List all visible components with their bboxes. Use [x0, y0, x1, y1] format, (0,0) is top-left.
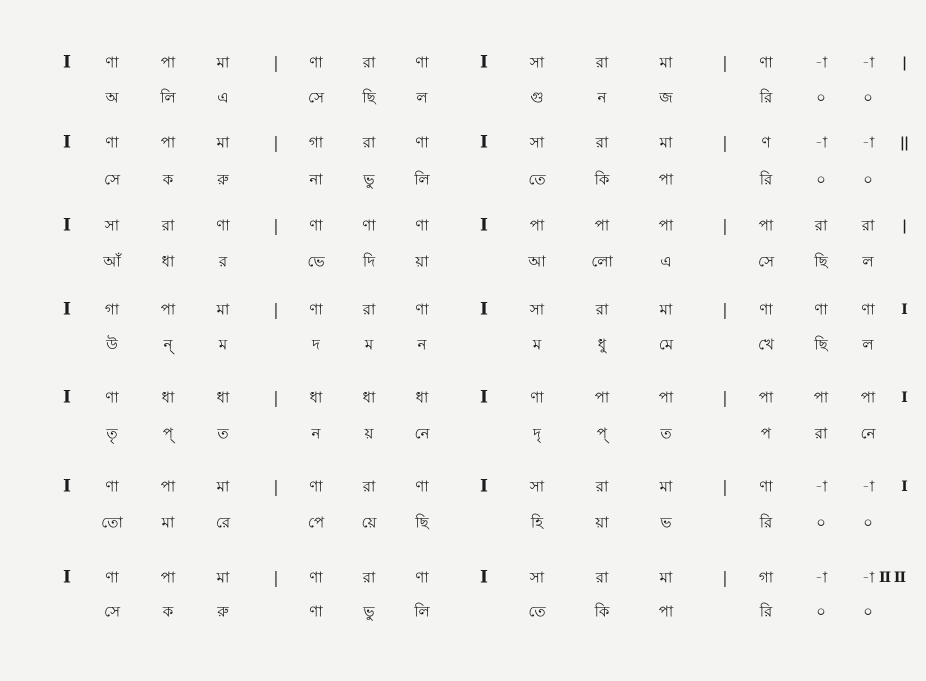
lyric-syllable: ল	[416, 88, 428, 107]
swara-note: ণা	[309, 216, 323, 235]
lyric-syllable: তো	[101, 513, 123, 532]
lyric-syllable: তে	[528, 602, 546, 621]
lyric-syllable: উ	[106, 335, 118, 354]
bar-line: I	[63, 299, 71, 320]
lyric-syllable: ল	[862, 335, 874, 354]
lyric-syllable: তৃ	[106, 424, 118, 443]
swara-note: -া	[861, 133, 875, 152]
lyric-syllable: ম	[218, 335, 228, 354]
swara-note: ণা	[309, 568, 323, 587]
swara-note: ণা	[861, 300, 875, 319]
lyric-syllable: ০	[863, 88, 873, 107]
swara-note: -া	[861, 568, 875, 587]
bar-line: I	[63, 387, 71, 408]
swara-note: ণা	[814, 300, 828, 319]
swara-note: রা	[161, 216, 175, 235]
swara-note: পা	[860, 388, 876, 407]
swara-note: পা	[658, 388, 674, 407]
swara-note: ণা	[105, 477, 119, 496]
swara-note: পা	[758, 216, 774, 235]
swara-note: -া	[814, 133, 828, 152]
swara-note: রা	[362, 53, 376, 72]
swara-note: রা	[362, 133, 376, 152]
lyric-syllable: খে	[758, 335, 774, 354]
bar-line: I	[901, 302, 907, 318]
swara-note: ণা	[415, 568, 429, 587]
lyric-syllable: রি	[759, 602, 773, 621]
swara-note: পা	[813, 388, 829, 407]
bar-line: |	[722, 388, 728, 407]
lyric-syllable: রু	[217, 170, 229, 189]
swara-note: সা	[529, 568, 545, 587]
lyric-syllable: ছি	[362, 88, 376, 107]
lyric-syllable: হি	[530, 513, 544, 532]
swara-note: মা	[216, 477, 230, 496]
swara-note: ণা	[759, 300, 773, 319]
lyric-syllable: নে	[414, 424, 430, 443]
bar-line: |	[273, 388, 279, 407]
lyric-syllable: লি	[414, 170, 430, 189]
swara-note: রা	[595, 477, 609, 496]
lyric-syllable: ধা	[161, 252, 175, 271]
swara-note: রা	[595, 568, 609, 587]
swara-note: সা	[529, 477, 545, 496]
lyric-syllable: ম	[532, 335, 542, 354]
bar-line: |	[722, 133, 728, 152]
lyric-syllable: মে	[658, 335, 674, 354]
swara-note: ণা	[362, 216, 376, 235]
swara-note: ণা	[105, 133, 119, 152]
lyric-syllable: নে	[860, 424, 876, 443]
swara-note: পা	[160, 300, 176, 319]
lyric-syllable: সে	[104, 602, 120, 621]
lyric-syllable: ক	[162, 170, 174, 189]
swara-note: পা	[160, 477, 176, 496]
swara-note: ধা	[161, 388, 175, 407]
swara-note: মা	[659, 568, 673, 587]
swara-note: ণা	[415, 300, 429, 319]
swara-note: পা	[594, 388, 610, 407]
lyric-syllable: দৃ	[533, 424, 541, 443]
lyric-syllable: দ	[312, 335, 320, 354]
lyric-syllable: রি	[759, 170, 773, 189]
lyric-syllable: ০	[816, 170, 826, 189]
lyric-syllable: রি	[759, 88, 773, 107]
lyric-syllable: ছি	[814, 335, 828, 354]
lyric-syllable: ন্	[163, 335, 173, 354]
lyric-syllable: ত	[217, 424, 229, 443]
lyric-syllable: ছি	[415, 513, 429, 532]
swara-note: ণা	[759, 53, 773, 72]
lyric-syllable: ক	[162, 602, 174, 621]
lyric-syllable: ০	[816, 513, 826, 532]
swara-note: মা	[659, 53, 673, 72]
lyric-syllable: রি	[759, 513, 773, 532]
bar-line: |	[901, 55, 907, 71]
swara-note: ধা	[216, 388, 230, 407]
bar-line: I	[63, 132, 71, 153]
lyric-syllable: লি	[160, 88, 176, 107]
swara-note: পা	[594, 216, 610, 235]
swara-note: -া	[814, 568, 828, 587]
swara-note: মা	[216, 133, 230, 152]
bar-line: I	[901, 390, 907, 406]
lyric-syllable: ন	[597, 88, 607, 107]
bar-line: |	[273, 477, 279, 496]
swara-note: -া	[814, 53, 828, 72]
lyric-syllable: পে	[307, 513, 325, 532]
bar-line: |	[722, 53, 728, 72]
swara-note: ধা	[309, 388, 323, 407]
lyric-syllable: ০	[816, 88, 826, 107]
lyric-syllable: ভে	[307, 252, 325, 271]
bar-line: I	[63, 567, 71, 588]
bar-line: I	[480, 299, 488, 320]
lyric-syllable: ত	[660, 424, 672, 443]
bar-line: I	[480, 215, 488, 236]
bar-line: |	[273, 300, 279, 319]
swara-note: রা	[861, 216, 875, 235]
lyric-syllable: য়	[364, 424, 374, 443]
lyric-syllable: রু	[217, 602, 229, 621]
lyric-syllable: পা	[658, 170, 674, 189]
bar-line: |	[722, 568, 728, 587]
swara-note: রা	[814, 216, 828, 235]
swara-note: রা	[362, 300, 376, 319]
lyric-syllable: কি	[594, 602, 610, 621]
lyric-syllable: ০	[863, 170, 873, 189]
swara-note: ণা	[309, 477, 323, 496]
lyric-syllable: ০	[863, 513, 873, 532]
swara-note: ণা	[216, 216, 230, 235]
lyric-syllable: ন	[417, 335, 427, 354]
swara-note: ণা	[415, 216, 429, 235]
lyric-syllable: রা	[814, 424, 828, 443]
bar-line: ||	[899, 135, 909, 151]
swara-note: সা	[529, 300, 545, 319]
swara-note: মা	[216, 568, 230, 587]
swara-note: রা	[595, 53, 609, 72]
lyric-syllable: য়া	[415, 252, 429, 271]
lyric-syllable: রে	[215, 513, 231, 532]
swara-note: মা	[659, 300, 673, 319]
bar-line: |	[273, 53, 279, 72]
swara-note: ণা	[759, 477, 773, 496]
swara-note: পা	[160, 133, 176, 152]
swara-note: ণা	[309, 53, 323, 72]
swara-note: গা	[104, 300, 120, 319]
lyric-syllable: সে	[104, 170, 120, 189]
lyric-syllable: সে	[758, 252, 774, 271]
bar-line: I	[63, 52, 71, 73]
swara-note: মা	[216, 300, 230, 319]
swara-note: মা	[216, 53, 230, 72]
swara-note: গা	[308, 133, 324, 152]
bar-line: I	[480, 387, 488, 408]
lyric-syllable: ধু	[597, 335, 607, 354]
swara-note: রা	[362, 477, 376, 496]
lyric-syllable: দি	[362, 252, 376, 271]
swara-note: পা	[160, 53, 176, 72]
swara-note: ণা	[530, 388, 544, 407]
bar-line: I	[480, 476, 488, 497]
lyric-syllable: প্	[596, 424, 608, 443]
bar-line: I	[480, 132, 488, 153]
lyric-syllable: লি	[414, 602, 430, 621]
bar-line: |	[722, 216, 728, 235]
swara-note: রা	[362, 568, 376, 587]
lyric-syllable: ভু	[363, 170, 375, 189]
lyric-syllable: তে	[528, 170, 546, 189]
lyric-syllable: ভ	[660, 513, 672, 532]
bar-line: |	[722, 300, 728, 319]
swara-note: ণ	[761, 133, 771, 152]
swara-note: ধা	[415, 388, 429, 407]
bar-line: I	[480, 567, 488, 588]
swara-note: মা	[659, 477, 673, 496]
bar-line: |	[273, 216, 279, 235]
lyric-syllable: ণা	[309, 602, 323, 621]
swara-note: সা	[104, 216, 120, 235]
swara-note: রা	[595, 300, 609, 319]
lyric-syllable: ন	[311, 424, 321, 443]
swara-note: সা	[529, 53, 545, 72]
swara-note: ণা	[105, 388, 119, 407]
lyric-syllable: র	[218, 252, 228, 271]
swara-note: ণা	[415, 133, 429, 152]
bar-line: I	[63, 215, 71, 236]
lyric-syllable: অ	[105, 88, 119, 107]
lyric-syllable: লো	[591, 252, 613, 271]
swara-note: ধা	[362, 388, 376, 407]
lyric-syllable: ০	[816, 602, 826, 621]
swara-note: -া	[814, 477, 828, 496]
bar-line: |	[722, 477, 728, 496]
swara-note: পা	[658, 216, 674, 235]
lyric-syllable: প	[760, 424, 772, 443]
bar-line: II II	[878, 570, 906, 586]
swara-note: -া	[861, 53, 875, 72]
swara-note: পা	[758, 388, 774, 407]
lyric-syllable: কি	[594, 170, 610, 189]
lyric-syllable: গু	[530, 88, 544, 107]
lyric-syllable: পা	[658, 602, 674, 621]
bar-line: |	[273, 568, 279, 587]
swara-note: গা	[758, 568, 774, 587]
lyric-syllable: মা	[161, 513, 175, 532]
lyric-syllable: সে	[308, 88, 324, 107]
lyric-syllable: ভু	[363, 602, 375, 621]
lyric-syllable: না	[309, 170, 323, 189]
bar-line: I	[63, 476, 71, 497]
swara-note: মা	[659, 133, 673, 152]
swara-note: ণা	[415, 477, 429, 496]
swara-note: পা	[160, 568, 176, 587]
bar-line: |	[273, 133, 279, 152]
swara-note: ণা	[415, 53, 429, 72]
swara-note: পা	[529, 216, 545, 235]
lyric-syllable: য়ে	[361, 513, 377, 532]
lyric-syllable: ০	[863, 602, 873, 621]
swara-note: ণা	[105, 568, 119, 587]
swara-note: -া	[861, 477, 875, 496]
swara-note: ণা	[309, 300, 323, 319]
swara-note: রা	[595, 133, 609, 152]
lyric-syllable: ছি	[814, 252, 828, 271]
lyric-syllable: জ	[659, 88, 673, 107]
bar-line: I	[901, 479, 907, 495]
lyric-syllable: য়া	[595, 513, 609, 532]
lyric-syllable: প্	[162, 424, 174, 443]
lyric-syllable: এ	[217, 88, 229, 107]
lyric-syllable: এ	[660, 252, 672, 271]
bar-line: |	[901, 218, 907, 234]
lyric-syllable: ম	[364, 335, 374, 354]
lyric-syllable: আ	[528, 252, 546, 271]
swara-note: ণা	[105, 53, 119, 72]
swara-note: সা	[529, 133, 545, 152]
lyric-syllable: ল	[862, 252, 874, 271]
bar-line: I	[480, 52, 488, 73]
lyric-syllable: আঁ	[103, 252, 121, 271]
